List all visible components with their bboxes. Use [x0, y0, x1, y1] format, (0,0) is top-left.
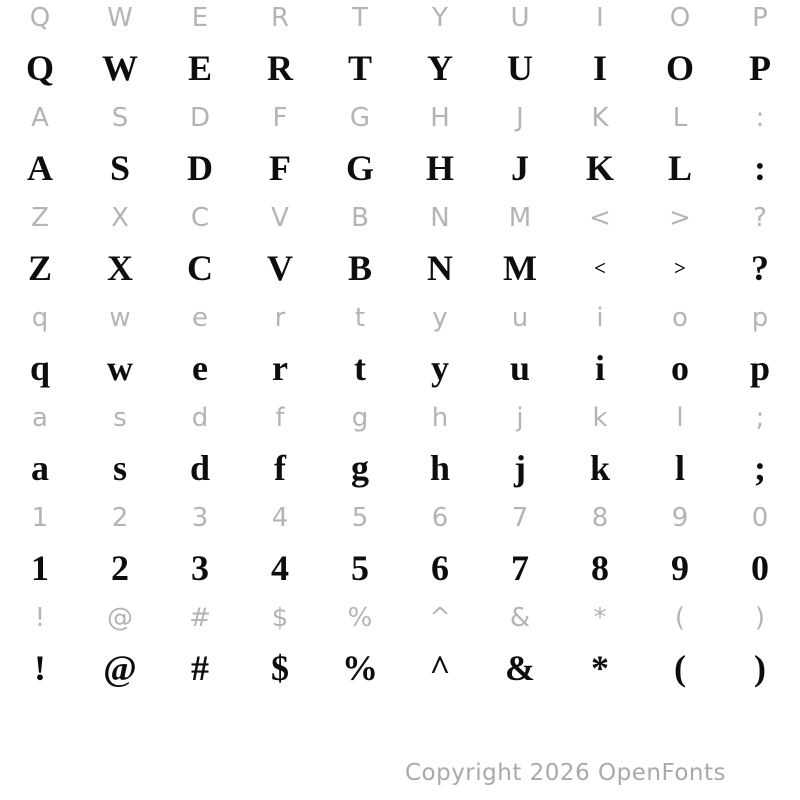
glyph-cell: J — [511, 148, 529, 188]
glyph-cell: ) — [754, 648, 766, 688]
glyph-cell: ^ — [429, 648, 451, 688]
glyph-cell: g — [351, 403, 369, 433]
glyph-row-reference — [0, 396, 800, 440]
glyph-cell: a — [32, 403, 48, 433]
glyph-cell: u — [511, 303, 529, 333]
glyph-cell: 8 — [591, 503, 609, 533]
glyph-cell: ? — [753, 203, 767, 233]
glyph-cell: B — [347, 248, 372, 288]
glyph-cell: p — [749, 348, 771, 388]
glyph-cell: 6 — [431, 548, 449, 588]
glyph-cell: < — [594, 255, 606, 280]
glyph-cell: C — [190, 203, 210, 233]
glyph-cell: ; — [754, 448, 766, 488]
glyph-cell: f — [275, 403, 285, 433]
glyph-cell: H — [430, 103, 450, 133]
glyph-cell: : — [755, 103, 765, 133]
glyph-cell: ^ — [429, 603, 451, 633]
glyph-cell: e — [192, 348, 208, 388]
glyph-cell: i — [594, 348, 605, 388]
glyph-cell: h — [431, 403, 449, 433]
glyph-cell: 2 — [111, 548, 129, 588]
glyph-cell: h — [429, 448, 451, 488]
glyph-cell: D — [189, 103, 211, 133]
glyph-cell: ( — [674, 648, 686, 688]
glyph-cell: L — [672, 103, 688, 133]
glyph-cell: ) — [754, 603, 766, 633]
glyph-cell: & — [509, 603, 531, 633]
glyph-cell: R — [270, 3, 290, 33]
glyph-cell: U — [510, 3, 530, 33]
glyph-cell: W — [102, 48, 138, 88]
glyph-cell: O — [669, 3, 691, 33]
glyph-cell: S — [111, 103, 129, 133]
glyph-cell: 3 — [191, 503, 209, 533]
glyph-cell: W — [107, 3, 133, 33]
glyph-cell: a — [31, 448, 49, 488]
glyph-cell: I — [592, 48, 607, 88]
glyph-row-specimen — [0, 640, 800, 696]
glyph-row-specimen — [0, 340, 800, 396]
glyph-cell: X — [107, 248, 133, 288]
glyph-cell: q — [29, 348, 51, 388]
glyph-cell: y — [432, 303, 448, 333]
glyph-cell: Y — [427, 48, 453, 88]
glyph-cell: V — [271, 203, 289, 233]
glyph-cell: 9 — [671, 548, 689, 588]
glyph-cell: r — [272, 348, 288, 388]
glyph-cell: H — [425, 148, 454, 188]
glyph-cell: o — [671, 348, 689, 388]
glyph-cell: w — [109, 303, 131, 333]
glyph-cell: # — [189, 603, 211, 633]
glyph-cell: M — [508, 203, 532, 233]
glyph-cell: G — [349, 103, 371, 133]
glyph-cell: Z — [27, 248, 52, 288]
glyph-cell: l — [674, 448, 685, 488]
glyph-cell: d — [189, 448, 211, 488]
glyph-cell: B — [351, 203, 369, 233]
glyph-cell: 6 — [431, 503, 449, 533]
glyph-cell: p — [751, 303, 769, 333]
glyph-cell: > — [674, 255, 686, 280]
glyph-cell: C — [187, 248, 213, 288]
glyph-cell: * — [593, 603, 607, 633]
glyph-cell: q — [31, 303, 49, 333]
glyph-cell: D — [187, 148, 213, 188]
glyph-row-reference — [0, 196, 800, 240]
glyph-cell: N — [427, 248, 453, 288]
glyph-cell: 1 — [31, 503, 49, 533]
glyph-cell: A — [27, 148, 53, 188]
glyph-cell: E — [191, 3, 209, 33]
glyph-cell: < — [589, 203, 611, 233]
glyph-cell: o — [672, 303, 688, 333]
glyph-cell: S — [109, 148, 131, 188]
glyph-cell: * — [591, 648, 609, 688]
glyph-cell: l — [676, 403, 684, 433]
glyph-cell: L — [667, 148, 692, 188]
glyph-cell: 2 — [111, 503, 129, 533]
glyph-cell: j — [514, 448, 526, 488]
glyph-cell: N — [430, 203, 450, 233]
glyph-cell: Y — [432, 3, 448, 33]
glyph-cell: 4 — [271, 548, 289, 588]
glyph-cell: 5 — [351, 548, 369, 588]
glyph-cell: Q — [25, 48, 54, 88]
glyph-cell: 5 — [351, 503, 369, 533]
glyph-cell: d — [191, 403, 209, 433]
glyph-row-reference — [0, 296, 800, 340]
glyph-cell: 3 — [191, 548, 209, 588]
glyph-cell: ( — [674, 603, 686, 633]
glyph-cell: F — [269, 148, 291, 188]
glyph-cell: i — [596, 303, 604, 333]
glyph-cell: @ — [103, 648, 137, 688]
glyph-cell: : — [754, 148, 766, 188]
glyph-cell: g — [351, 448, 369, 488]
glyph-cell: V — [267, 248, 293, 288]
glyph-cell: ! — [34, 648, 46, 688]
glyph-row-specimen — [0, 140, 800, 196]
glyph-row-specimen — [0, 40, 800, 96]
glyph-cell: s — [112, 448, 127, 488]
glyph-cell: w — [107, 348, 133, 388]
glyph-cell: ; — [755, 403, 765, 433]
glyph-cell: E — [187, 48, 212, 88]
glyph-cell: U — [507, 48, 533, 88]
glyph-cell: > — [669, 203, 691, 233]
glyph-row-specimen — [0, 240, 800, 296]
glyph-row-specimen — [0, 540, 800, 596]
glyph-cell: k — [589, 448, 611, 488]
glyph-cell: @ — [107, 603, 133, 633]
glyph-cell: Z — [31, 203, 49, 233]
glyph-cell: K — [585, 148, 614, 188]
glyph-cell: R — [267, 48, 293, 88]
glyph-cell: % — [342, 648, 378, 688]
glyph-cell: T — [347, 48, 372, 88]
glyph-cell: 0 — [751, 548, 769, 588]
copyright-watermark: Copyright 2026 OpenFonts — [404, 760, 726, 786]
glyph-row-specimen — [0, 440, 800, 496]
glyph-cell: & — [505, 648, 535, 688]
glyph-cell: X — [111, 203, 129, 233]
glyph-cell: ! — [34, 603, 46, 633]
glyph-row-reference — [0, 0, 800, 40]
glyph-cell: t — [354, 303, 366, 333]
glyph-cell: y — [431, 348, 449, 388]
glyph-cell: # — [191, 648, 209, 688]
glyph-cell: Q — [29, 3, 51, 33]
glyph-cell: e — [192, 303, 208, 333]
glyph-cell: j — [516, 403, 524, 433]
glyph-cell: K — [591, 103, 609, 133]
glyph-row-reference — [0, 496, 800, 540]
glyph-cell: ? — [751, 248, 769, 288]
glyph-cell: s — [113, 403, 127, 433]
glyph-cell: k — [592, 403, 608, 433]
glyph-cell: 0 — [751, 503, 769, 533]
glyph-cell: J — [516, 103, 524, 133]
glyph-cell: $ — [271, 648, 289, 688]
glyph-cell: I — [596, 3, 604, 33]
glyph-cell: 7 — [511, 548, 529, 588]
glyph-cell: M — [503, 248, 537, 288]
glyph-cell: 7 — [511, 503, 529, 533]
glyph-cell: 1 — [31, 548, 49, 588]
glyph-cell: t — [354, 348, 366, 388]
glyph-cell: % — [347, 603, 373, 633]
glyph-cell: G — [345, 148, 374, 188]
glyph-cell: O — [665, 48, 694, 88]
glyph-cell: T — [352, 3, 368, 33]
glyph-cell: u — [509, 348, 531, 388]
glyph-cell: f — [274, 448, 286, 488]
glyph-row-reference — [0, 96, 800, 140]
glyph-cell: r — [274, 303, 286, 333]
glyph-cell: 4 — [271, 503, 289, 533]
glyph-cell: P — [752, 3, 768, 33]
glyph-cell: 8 — [591, 548, 609, 588]
glyph-cell: A — [31, 103, 49, 133]
glyph-row-reference — [0, 596, 800, 640]
glyph-cell: F — [272, 103, 288, 133]
glyph-cell: P — [749, 48, 771, 88]
glyph-cell: 9 — [671, 503, 689, 533]
glyph-cell: $ — [271, 603, 289, 633]
